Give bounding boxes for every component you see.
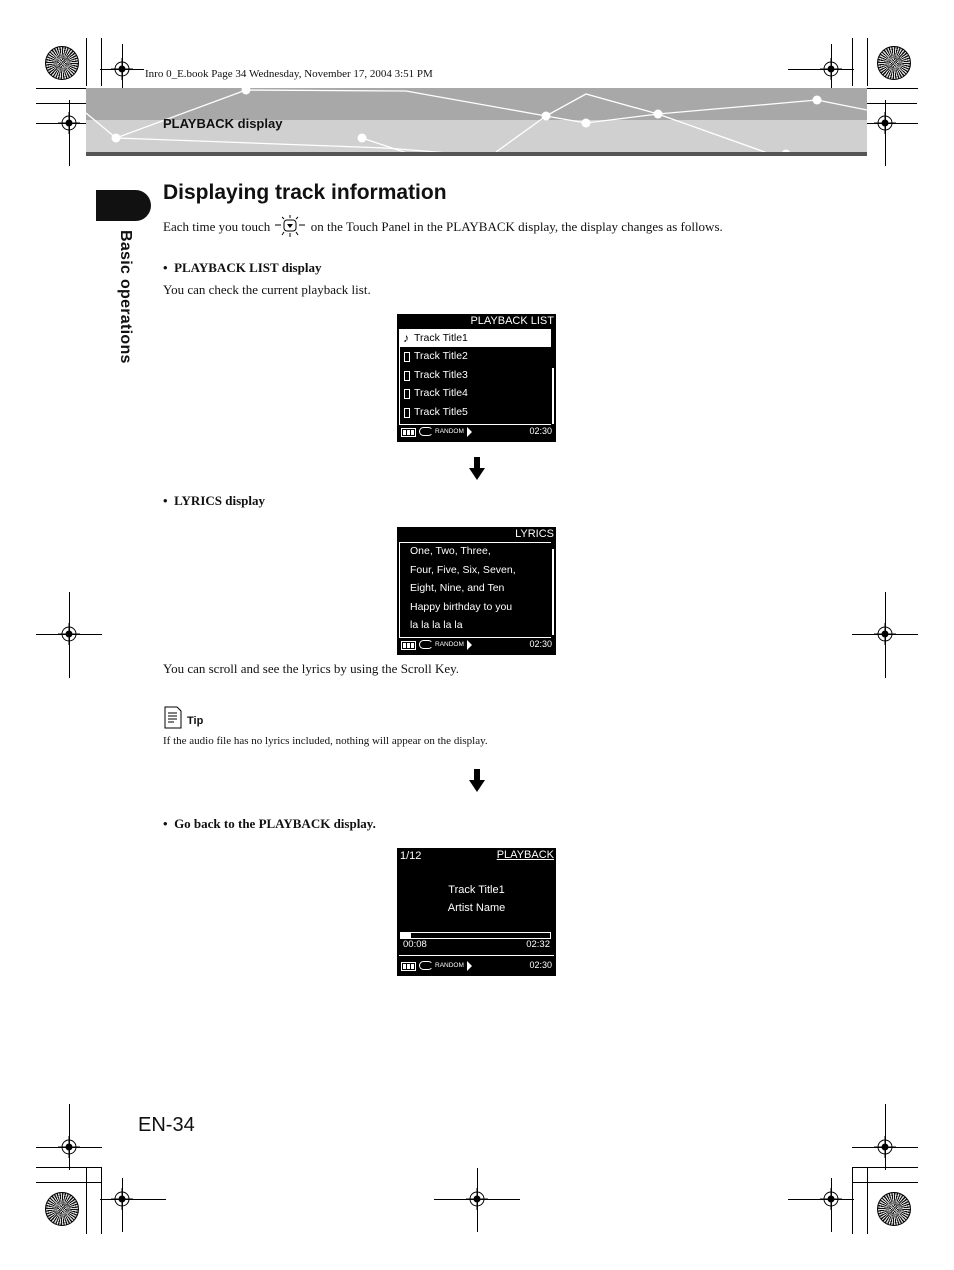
lyrics-area — [399, 542, 551, 638]
repeat-icon — [419, 961, 433, 970]
chapter-label: Basic operations — [117, 230, 134, 364]
battery-icon — [401, 962, 416, 971]
tip-label: Tip — [187, 715, 204, 727]
status-bar — [399, 639, 554, 653]
intro-before: Each time you touch — [163, 218, 271, 234]
lyric-line: One, Two, Three, — [410, 545, 491, 557]
playback-list-screen — [397, 314, 556, 442]
progress-bar[interactable] — [400, 932, 551, 939]
intro-text — [163, 217, 723, 239]
play-icon — [467, 961, 472, 971]
tip-text: If the audio file has no lyrics included, nothing will appear on the display. — [163, 735, 488, 747]
play-icon — [467, 640, 472, 650]
playback-list-desc: You can check the current playback list. — [163, 282, 371, 297]
track-row[interactable] — [400, 385, 551, 402]
status-bar — [399, 960, 554, 974]
file-icon — [404, 389, 410, 399]
track-label: Track Title1 — [414, 332, 468, 344]
lyric-line: Four, Five, Six, Seven, — [410, 564, 516, 576]
play-icon — [467, 427, 472, 437]
lyrics-heading: • LYRICS display — [163, 493, 265, 508]
clock: 02:30 — [529, 960, 552, 970]
file-info: Inro 0_E.book Page 34 Wednesday, November 17, 2004 3:51 PM — [145, 68, 433, 80]
page-title: Displaying track information — [163, 181, 447, 204]
playback-list-heading-text: PLAYBACK LIST display — [174, 260, 322, 275]
battery-icon — [401, 428, 416, 437]
clock: 02:30 — [529, 639, 552, 649]
screen-title: PLAYBACK LIST — [470, 315, 554, 327]
battery-icon — [401, 641, 416, 650]
track-row[interactable] — [400, 404, 551, 421]
file-icon — [404, 408, 410, 418]
screen-title: LYRICS — [515, 528, 554, 540]
screen-title: PLAYBACK — [496, 849, 554, 861]
color-target-icon — [45, 1192, 79, 1226]
tip-icon — [163, 706, 182, 730]
track-counter: 1/12 — [400, 850, 422, 862]
track-row-selected[interactable] — [400, 330, 551, 347]
lyrics-heading-text: LYRICS display — [174, 493, 265, 508]
scroll-down-key-icon — [273, 215, 307, 237]
file-icon — [404, 352, 410, 362]
lyric-line: la la la la la — [410, 619, 463, 631]
playback-list-heading: • PLAYBACK LIST display — [163, 260, 322, 275]
repeat-icon — [419, 427, 433, 436]
chapter-tab — [96, 190, 151, 221]
track-list — [399, 329, 551, 425]
divider — [399, 955, 554, 956]
file-icon — [404, 371, 410, 381]
lyrics-scroll-note: You can scroll and see the lyrics by using the Scroll Key. — [163, 661, 460, 676]
total-time: 02:32 — [526, 939, 550, 950]
intro-after: on the Touch Panel in the PLAYBACK display, the display changes as follows. — [310, 218, 723, 234]
artist-name: Artist Name — [447, 902, 506, 914]
lyric-line: Happy birthday to you — [410, 601, 513, 613]
lyrics-screen — [397, 527, 556, 655]
playback-screen — [397, 848, 556, 976]
random-mode: RANDOM — [435, 428, 464, 435]
back-heading: • Go back to the PLAYBACK display. — [163, 816, 376, 831]
track-label: Track Title3 — [414, 369, 468, 381]
down-arrow-icon — [471, 769, 483, 793]
progress-fill — [401, 933, 411, 938]
down-arrow-icon — [471, 457, 483, 481]
scrollbar[interactable] — [552, 368, 554, 424]
section-label: PLAYBACK display — [163, 116, 283, 131]
elapsed-time: 00:08 — [403, 939, 427, 950]
page-number: EN-34 — [138, 1114, 195, 1136]
track-label: Track Title2 — [414, 350, 468, 362]
status-bar — [399, 426, 554, 440]
color-target-icon — [877, 46, 911, 80]
back-heading-text: Go back to the PLAYBACK display. — [174, 816, 376, 831]
clock: 02:30 — [529, 426, 552, 436]
track-title: Track Title1 — [448, 884, 505, 896]
track-row[interactable] — [400, 348, 551, 365]
music-note-icon: ♪ — [403, 331, 409, 345]
color-target-icon — [877, 1192, 911, 1226]
track-label: Track Title4 — [414, 387, 468, 399]
track-row[interactable] — [400, 367, 551, 384]
scrollbar[interactable] — [552, 549, 554, 635]
repeat-icon — [419, 640, 433, 649]
lyric-line: Eight, Nine, and Ten — [410, 582, 505, 594]
track-label: Track Title5 — [414, 406, 468, 418]
color-target-icon — [45, 46, 79, 80]
random-mode: RANDOM — [435, 641, 464, 648]
random-mode: RANDOM — [435, 962, 464, 969]
